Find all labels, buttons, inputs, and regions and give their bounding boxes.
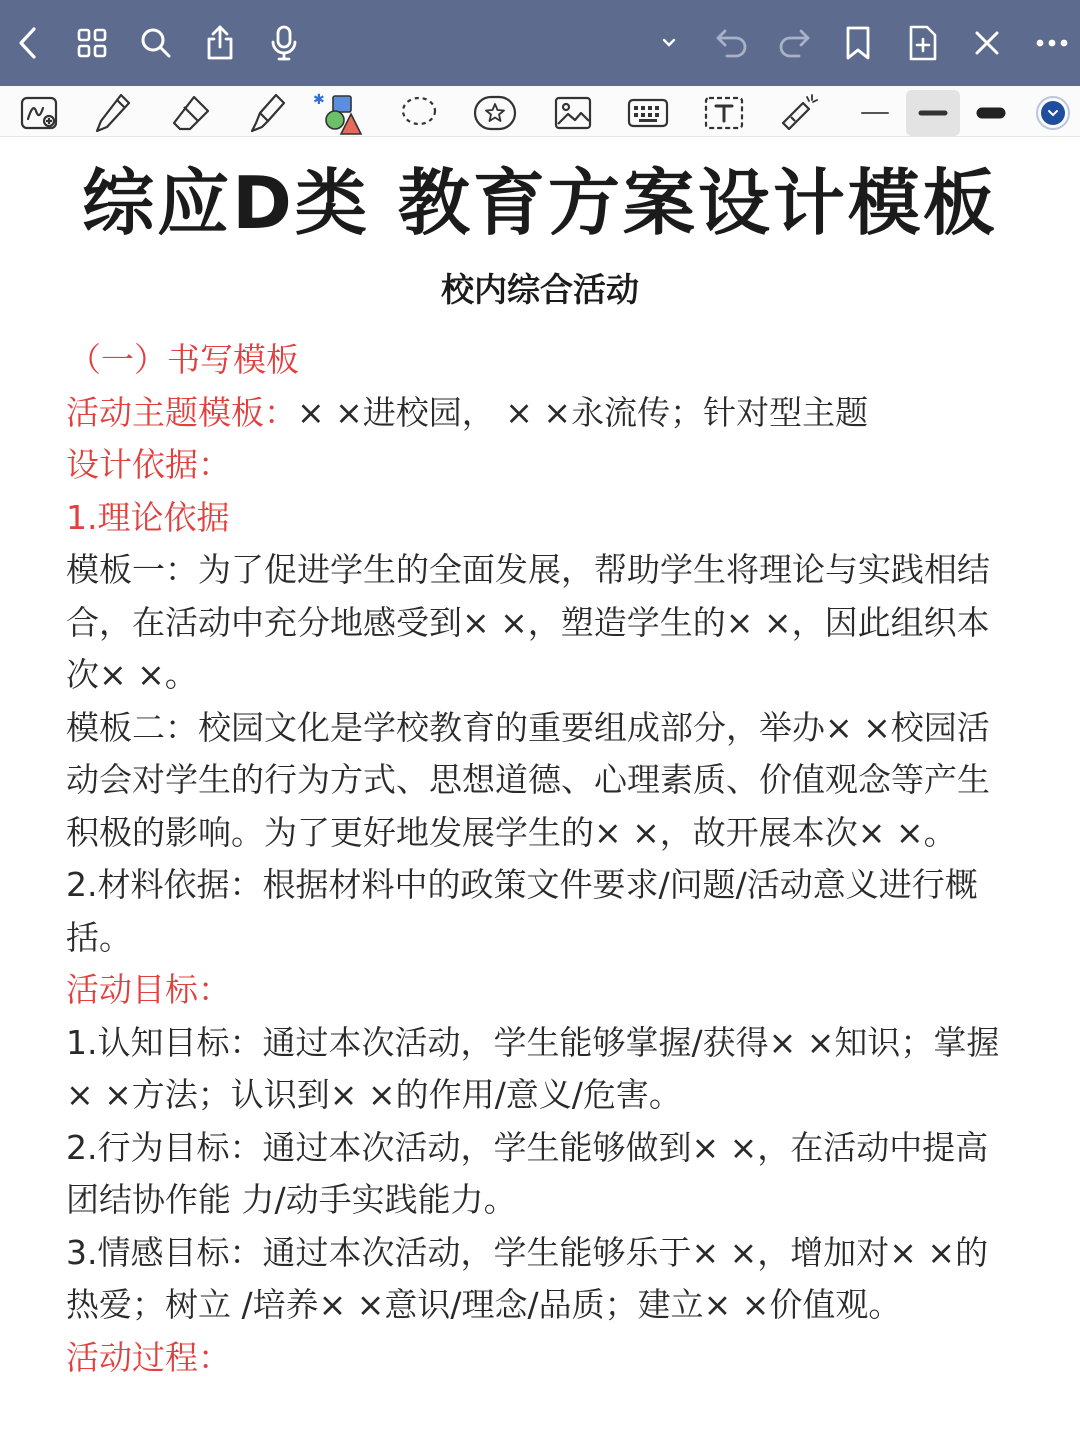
cognitive-goal-paragraph: 1.认知目标：通过本次活动，学生能够掌握/获得× ×知识；掌握× ×方法；认识到× ×的作用/意义/危害。 [66, 1022, 1000, 1114]
handwriting-convert-icon[interactable] [16, 90, 62, 136]
page-subtitle: 校内综合活动 [441, 270, 639, 309]
emotion-goal-paragraph: 3.情感目标：通过本次活动，学生能够乐于× ×，增加对× ×的热爱；树立 /培养× ×意识/理念/品质；建立× ×价值观。 [66, 1232, 989, 1324]
basis-label: 设计依据： [66, 445, 231, 484]
back-icon[interactable] [8, 0, 48, 86]
text-box-icon[interactable] [700, 90, 748, 136]
top-toolbar [0, 0, 1080, 86]
more-icon[interactable] [1030, 0, 1074, 86]
section-heading-writing-template: （一）书写模板 [68, 340, 299, 379]
medium-stroke-icon[interactable] [906, 90, 960, 136]
page-title: 综应D类 教育方案设计模板 [82, 161, 998, 245]
close-icon[interactable] [966, 0, 1008, 86]
document-body [66, 334, 1016, 1384]
sticker-icon[interactable] [470, 90, 520, 136]
chevron-down-icon[interactable] [656, 0, 682, 86]
search-icon[interactable] [134, 0, 178, 86]
pen-icon[interactable] [90, 90, 136, 136]
laser-pointer-icon[interactable] [776, 90, 822, 136]
theme-paragraph [66, 387, 1016, 440]
svg-text:✱: ✱ [313, 92, 325, 108]
document-page [0, 136, 1080, 1440]
lasso-icon[interactable] [396, 90, 442, 136]
template-two-paragraph: 模板二：校园文化是学校教育的重要组成部分，举办× ×校园活动会对学生的行为方式、思想道德、心理素质、价值观念等产生积极的影响。为了更好地发展学生的× ×，故开展本次× ×。 [66, 707, 990, 852]
bookmark-icon[interactable] [838, 0, 878, 86]
template-one-paragraph: 模板一：为了促进学生的全面发展，帮助学生将理论与实践相结合，在活动中充分地感受到× ×，塑造学生的× ×，因此组织本次× ×。 [66, 550, 990, 694]
redo-icon[interactable] [772, 0, 816, 86]
annotation-tool-strip [0, 86, 1080, 137]
behavior-goal-paragraph: 2.行为目标：通过本次活动，学生能够做到× ×，在活动中提高团结协作能 力/动手实践能力。 [66, 1127, 989, 1219]
highlighter-icon[interactable] [244, 90, 290, 136]
thin-stroke-icon[interactable] [852, 90, 898, 136]
share-icon[interactable] [198, 0, 242, 86]
undo-icon[interactable] [710, 0, 754, 86]
image-icon[interactable] [550, 90, 596, 136]
theory-basis-label: 1.理论依据 [66, 497, 230, 537]
microphone-icon[interactable] [262, 0, 306, 86]
goals-label: 活动目标： [66, 970, 231, 1009]
thick-stroke-icon[interactable] [968, 90, 1014, 136]
theme-text: × ×进校园， × ×永流传；针对型主题 [297, 392, 869, 432]
eraser-icon[interactable] [168, 90, 214, 136]
process-label: 活动过程： [66, 1337, 231, 1377]
color-dot-icon[interactable] [1030, 90, 1076, 136]
material-basis-paragraph: 2.材料依据：根据材料中的政策文件要求/问题/活动意义进行概括。 [66, 865, 978, 957]
shapes-icon[interactable] [312, 90, 364, 136]
grid-icon[interactable] [70, 0, 114, 86]
theme-label: 活动主题模板： [66, 392, 297, 432]
add-page-icon[interactable] [902, 0, 944, 86]
keyboard-icon[interactable] [624, 90, 672, 136]
